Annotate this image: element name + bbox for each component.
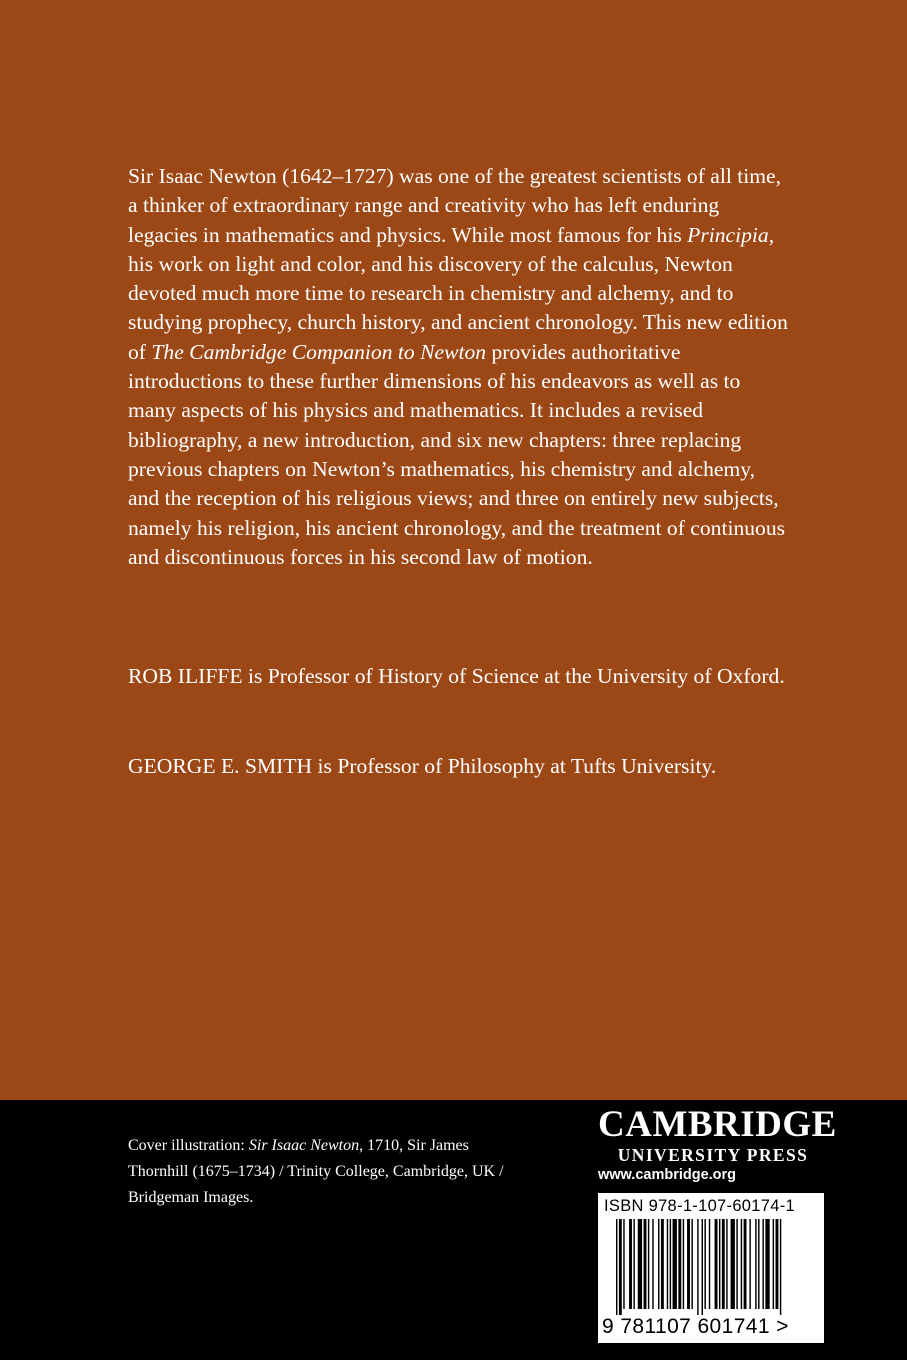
barcode-bar [616,1219,617,1315]
barcode-bar [687,1219,690,1309]
barcode-bar [755,1219,756,1309]
barcode-bar [709,1219,710,1309]
barcode-bar [762,1219,763,1309]
barcode-bar [704,1219,705,1309]
publisher-subtitle: UNIVERSITY PRESS [617,1145,809,1165]
barcode-bar [683,1219,684,1309]
barcode-image [602,1219,820,1315]
credit-suffix: , 1710, Sir James Thornhill (1675–1734) / Trinity College, Cambridge, UK / Bridgeman Images. [128,1137,504,1206]
barcode-bar [652,1219,653,1309]
barcode-bar [667,1219,668,1309]
blurb-part-2: , his work on light and color, and his discovery of the calculus, Newton devoted much more time to research in chemistry and alchemy, and to studying prophecy, church history, and ancient chronology. This new edition of [128,222,788,364]
credit-prefix: Cover illustration: [128,1137,249,1154]
book-description [128,162,788,572]
publisher-name: CAMBRIDGE [598,1104,837,1145]
barcode-bar [744,1219,747,1309]
barcode-bar [678,1219,681,1309]
editor-bio-iliffe: ROB ILIFFE is Professor of History of Science at the University of Oxford. [128,664,785,688]
barcode-digits: 9 781107 601741 > [602,1315,789,1338]
barcode-bar [623,1219,624,1309]
barcode-bar [722,1219,725,1309]
barcode-bar [726,1219,727,1309]
barcode-bar [644,1219,647,1309]
barcode-bar [719,1219,720,1309]
barcode-bar [670,1219,671,1309]
barcode-bar [661,1219,664,1309]
publisher-url: www.cambridge.org [598,1167,737,1183]
barcode-bar [702,1219,703,1315]
barcode-bar [658,1219,659,1309]
isbn-label: ISBN 978-1-107-60174-1 [604,1197,795,1215]
barcode-bar [731,1219,735,1309]
barcode-bar [629,1219,632,1309]
barcode-bar [633,1219,634,1309]
blurb-part-1: Sir Isaac Newton (1642–1727) was one of the greatest scientists of all time, a thinker of extraordinary range and creativity who has left enduring legacies in mathematics and physics. While most famous for his [128,164,782,247]
barcode-bar [741,1219,742,1309]
barcode-bar [673,1219,677,1309]
barcode-bar [691,1219,692,1309]
isbn-barcode-box [598,1193,824,1343]
barcode-bar [715,1219,718,1309]
barcode-bar [697,1219,698,1315]
cover-illustration-credit [128,1133,508,1211]
barcode-bar [648,1219,649,1309]
editor-bio-smith: GEORGE E. SMITH is Professor of Philosophy at Tufts University. [128,754,717,778]
publisher-logo [598,1104,837,1185]
credit-italic-title: Sir Isaac Newton [248,1137,360,1154]
blurb-italic-principia: Principia [687,222,769,247]
barcode-bar [758,1219,759,1309]
barcode-bar [773,1219,774,1309]
barcode-bar [749,1219,750,1309]
blurb-italic-book-title: The Cambridge Companion to Newton [151,339,487,364]
barcode-bar [736,1219,737,1309]
barcode-bar [780,1219,781,1315]
barcode-bar [619,1219,622,1315]
blurb-part-3: provides authoritative introductions to these further dimensions of his endeavors as well as to many aspects of his physics and mathematics. It includes a revised bibliography, a new introduction, and six new chapters: three replacing previous chapters on Newton’s mathematics, his chemistry and alchemy, and the reception of his religious views; and three on entirely new subjects, namely his religion, his ancient chronology, and the treatment of continuous and discontinuous forces in his second law of motion. [128,339,786,569]
barcode-bar [765,1219,769,1309]
barcode-bar [776,1219,779,1309]
barcode-bar [638,1219,642,1309]
